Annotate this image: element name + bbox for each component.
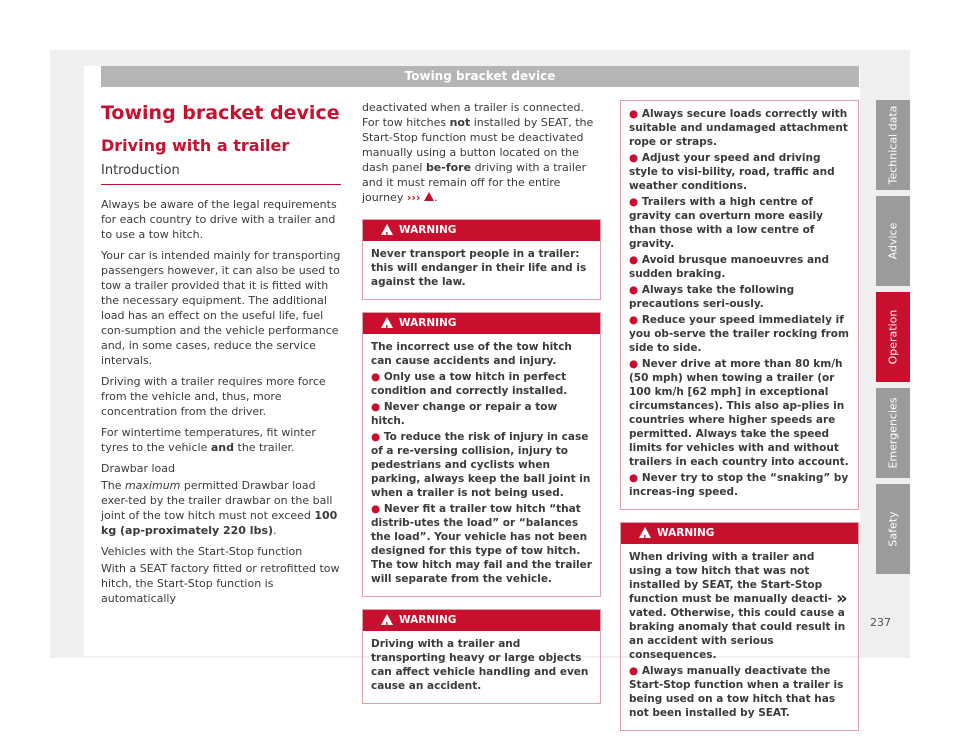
list-item: ● Always take the following precautions seri-ously.	[629, 284, 795, 310]
list-item: ● To reduce the risk of injury in case of a re-versing collision, injury to pedestrians and cyclists when parking, always keep the ball joint in when a trailer is not being used.	[371, 431, 591, 499]
warning-icon	[381, 317, 393, 328]
list-item: ● Avoid brusque manoeuvres and sudden braking.	[629, 254, 830, 280]
warning-icon	[424, 192, 434, 201]
warning-icon	[639, 527, 651, 538]
warning-box-continued	[620, 100, 859, 510]
list-item: ● Reduce your speed immediately if you ob-serve the trailer rocking from side to side.	[629, 314, 849, 354]
paragraph: deactivated when a trailer is connected. For tow hitches not installed by SEAT, the Start-Stop function must be deactivated manually using a button located on the dash panel be-fore driving with a trailer and it must remain off for the entire journey ››› .	[362, 101, 594, 204]
paragraph: With a SEAT factory fitted or retrofitted tow hitch, the Start-Stop function is automatically	[101, 562, 340, 605]
list-item: ● Always secure loads correctly with suitable and undamaged attachment rope or straps.	[629, 108, 848, 148]
tab-advice[interactable]: Advice	[876, 196, 910, 286]
paragraph: The maximum permitted Drawbar load exer-ted by the trailer drawbar on the ball joint of the tow hitch must not exceed 100 kg (ap-proximately 220 lbs).	[101, 479, 338, 537]
drawbar-heading: Drawbar load	[101, 462, 175, 475]
warning-box: ! WARNING Driving with a trailer and transporting heavy or large objects can affect vehicle handling and even cause an accident.	[362, 609, 601, 704]
warning-box: ! WARNING Never transport people in a trailer: this will endanger in their life and is against the law.	[362, 219, 601, 300]
column-right	[620, 100, 859, 743]
side-tabs	[876, 100, 910, 580]
paragraph: Your car is intended mainly for transporting passengers however, it can also be used to tow a trailer provided that it is fitted with the necessary equipment. The additional load has an effect on the useful life, fuel con-sumption and the vehicle performance and, in some cases, reduce the service intervals.	[101, 249, 341, 367]
list-item: ● Trailers with a high centre of gravity can overturn more easily than those with a low centre of gravity.	[629, 196, 823, 250]
warning-icon	[381, 614, 393, 625]
list-item: ● Always manually deactivate the Start-Stop function when a trailer is being used on a tow hitch that has not been installed by SEAT.	[629, 665, 844, 719]
tab-operation[interactable]: Operation	[876, 292, 910, 382]
section-title: Driving with a trailer	[101, 136, 290, 155]
warning-box: ! WARNING When driving with a trailer and using a tow hitch that was not installed by SEAT, the Start-Stop function must be manually deacti-vated. Otherwise, this could cause a braking anomaly that could result in an accident with serious consequences. ● Always manually deactivate the Start-Stop function when a trailer is being used on a tow hitch that has not been installed by SEAT.	[620, 522, 859, 731]
column-left	[101, 96, 341, 612]
column-middle	[362, 100, 601, 716]
warning-box: ! WARNING The incorrect use of the tow hitch can cause accidents and injury. ● Only use a tow hitch in perfect condition and correctly installed. ● Never change or repair a tow hitch. ● To reduce the risk of injury in case of a re-versing collision, injury to pedestrians and cyclists when parking, always keep the ball joint in when a trailer is not being used. ● Never fit a trailer tow hitch “that distrib-utes the load” or “balances the load”. Your vehicle has not been designed for this type of tow hitch. The tow hitch may fail and the trailer will separate from the vehicle.	[362, 312, 601, 597]
paragraph: Always be aware of the legal requirements for each country to drive with a trailer and to use a tow hitch.	[101, 198, 337, 241]
tab-technical-data[interactable]: Technical data	[876, 100, 910, 190]
cross-ref-link[interactable]: ›››	[406, 191, 421, 204]
warning-icon	[381, 224, 393, 235]
list-item: ● Never try to stop the “snaking” by increas-ing speed.	[629, 472, 849, 498]
tab-safety[interactable]: Safety	[876, 484, 910, 574]
tab-emergencies[interactable]: Emergencies	[876, 388, 910, 478]
continue-icon: »	[836, 588, 848, 609]
paragraph: For wintertime temperatures, fit winter tyres to the vehicle and the trailer.	[101, 426, 316, 454]
subsection-title: Introduction	[101, 163, 341, 185]
running-header: Towing bracket device	[101, 66, 859, 87]
paragraph: Driving with a trailer requires more force from the vehicle and, thus, more concentration from the driver.	[101, 375, 326, 418]
page-title: Towing bracket device	[101, 102, 340, 124]
list-item: ● Never change or repair a tow hitch.	[371, 401, 558, 427]
list-item: ● Adjust your speed and driving style to visi-bility, road, traffic and weather conditions.	[629, 152, 835, 192]
page-number: 237	[870, 616, 891, 629]
start-stop-heading: Vehicles with the Start-Stop function	[101, 545, 303, 558]
list-item: ● Only use a tow hitch in perfect condition and correctly installed.	[371, 371, 568, 397]
list-item: ● Never fit a trailer tow hitch “that distrib-utes the load” or “balances the load”. Your vehicle has not been designed for this type of tow hitch. The tow hitch may fail and the trailer will separate from the vehicle.	[371, 503, 592, 585]
list-item: ● Never drive at more than 80 km/h (50 mph) when towing a trailer (or 100 km/h [62 mph] in exceptional circumstances). This also ap-plies in countries where higher speeds are permitted. Always take the speed limits for vehicles with and without trailers in each country into account.	[629, 358, 849, 468]
